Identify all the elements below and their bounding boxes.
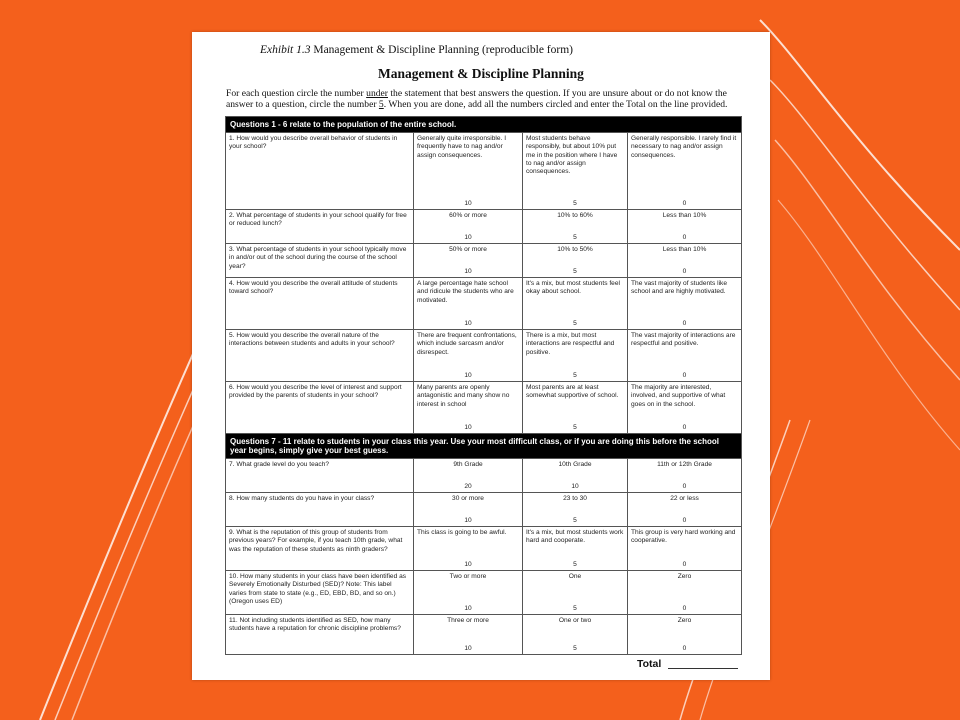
question-text: 10. How many students in your class have been identified as Severely Emotionally Disturbed (SED)? Note: This label varies from state to state (e.g., ED, EBD, BD, and so on.) (Oregon uses ED) [226,571,414,615]
score-value[interactable]: 10 [464,604,472,612]
score-value[interactable]: 10 [464,233,472,241]
answer-option[interactable] [628,244,742,278]
answer-option[interactable] [523,459,628,493]
question-row-4 [226,278,742,330]
score-value[interactable]: 5 [573,644,577,652]
answer-text: A large percentage hate school and ridicule the students who are motivated. [417,280,514,304]
answer-text: This group is very hard working and cooperative. [631,529,736,545]
score-value[interactable]: 10 [464,319,472,327]
answer-text: Zero [677,573,692,580]
answer-text: Three or more [447,617,489,624]
answer-text: Most students behave responsibly, but about 10% put me in the position where I have to nag and/or assign consequences. [526,135,618,176]
answer-text: One or two [558,617,592,624]
total-line-field[interactable] [668,668,738,669]
question-row-1 [226,133,742,210]
answer-option[interactable] [414,527,523,571]
score-value[interactable]: 5 [573,560,577,568]
score-value[interactable]: 10 [464,560,472,568]
score-value[interactable]: 0 [682,423,687,431]
answer-text: Most parents are at least somewhat supportive of school. [526,384,619,400]
answer-option[interactable] [523,330,628,382]
answer-option[interactable] [628,493,742,527]
answer-text: There are frequent confrontations, which include sarcasm and/or disrespect. [417,332,517,356]
answer-text: The vast majority of students like school and are highly motivated. [631,280,728,296]
score-value[interactable]: 0 [682,516,687,524]
score-value[interactable]: 0 [682,267,687,275]
score-value[interactable]: 10 [464,371,472,379]
answer-option[interactable] [414,615,523,655]
score-value[interactable]: 5 [573,516,577,524]
score-value[interactable]: 0 [682,371,687,379]
answer-text: 9th Grade [453,461,483,468]
answer-option[interactable] [523,210,628,244]
score-value[interactable]: 5 [573,319,577,327]
answer-text: Generally responsible. I rarely find it necessary to nag and/or assign consequences. [631,135,737,159]
score-value[interactable]: 10 [571,482,579,490]
answer-option[interactable] [628,382,742,434]
answer-option[interactable] [628,527,742,571]
score-value[interactable]: 0 [682,199,687,207]
score-value[interactable]: 10 [464,199,472,207]
question-row-2 [226,210,742,244]
score-value[interactable]: 0 [682,319,687,327]
answer-option[interactable] [523,615,628,655]
question-text: 4. How would you describe the overall attitude of students toward school? [226,278,414,330]
answer-option[interactable] [523,382,628,434]
score-value[interactable]: 5 [573,267,577,275]
answer-option[interactable] [414,278,523,330]
answer-option[interactable] [523,493,628,527]
answer-text: 11th or 12th Grade [657,461,712,468]
score-value[interactable]: 10 [464,267,472,275]
answer-option[interactable] [523,244,628,278]
question-text: 2. What percentage of students in your school qualify for free or reduced lunch? [226,210,414,244]
score-value[interactable]: 10 [464,516,472,524]
question-text: 8. How many students do you have in your class? [226,493,414,527]
exhibit-label: Exhibit 1.3 [260,44,311,56]
score-value[interactable]: 10 [464,423,472,431]
question-row-10 [226,571,742,615]
question-row-7 [226,459,742,493]
answer-option[interactable] [414,330,523,382]
instructions-text-1: For each question circle the number [226,88,367,99]
answer-option[interactable] [414,459,523,493]
answer-text: 60% or more [449,212,487,219]
answer-option[interactable] [414,382,523,434]
answer-option[interactable] [523,278,628,330]
score-value[interactable]: 5 [573,423,577,431]
answer-text: 22 or less [670,495,699,502]
answer-option[interactable] [628,615,742,655]
score-value[interactable]: 0 [682,604,687,612]
instructions-text-3: . When you are done, add all the numbers circled and enter the Total on the line provided. [383,99,728,110]
answer-option[interactable] [628,210,742,244]
answer-option[interactable] [628,330,742,382]
answer-text: Zero [677,617,692,624]
answer-text: One [568,573,582,580]
answer-option[interactable] [628,571,742,615]
section-header-text: Questions 1 - 6 relate to the population of the entire school. [226,117,742,133]
answer-text: It's a mix, but most students work hard and cooperate. [526,529,624,545]
answer-option[interactable] [414,133,523,210]
answer-text: There is a mix, but most interactions are respectful and positive. [526,332,615,356]
score-value[interactable]: 5 [573,371,577,379]
answer-option[interactable] [414,210,523,244]
section-header-class [226,434,742,459]
answer-text: Less than 10% [662,246,707,253]
questionnaire-table [225,116,742,655]
answer-text: 23 to 30 [563,495,587,502]
instructions-text-2: the statement that best answers the question. If you are unsure about or do not know the answer to a question, circle the number [226,88,727,110]
answer-option[interactable] [414,571,523,615]
answer-text: 30 or more [452,495,484,502]
answer-option[interactable] [523,527,628,571]
question-text: 5. How would you describe the overall nature of the interactions between students and adults in your school? [226,330,414,382]
answer-text: 10th Grade [558,461,592,468]
total-label: Total [637,658,662,670]
answer-text: 10% to 50% [557,246,593,253]
worksheet-page [192,32,770,680]
exhibit-text: Management & Discipline Planning (reproducible form) [313,44,573,56]
document-title: Management & Discipline Planning [378,66,584,81]
score-value[interactable]: 10 [464,644,472,652]
score-value[interactable]: 0 [682,482,687,490]
answer-text: It's a mix, but most students feel okay about school. [526,280,620,296]
answer-option[interactable] [523,133,628,210]
answer-text: 10% to 60% [557,212,593,219]
answer-option[interactable] [628,459,742,493]
answer-option[interactable] [414,244,523,278]
question-text: 9. What is the reputation of this group of students from previous years? For example, if you teach 10th grade, what was the reputation of these students as ninth graders? [226,527,414,571]
answer-text: Two or more [449,573,487,580]
answer-option[interactable] [414,493,523,527]
answer-option[interactable] [628,278,742,330]
answer-text: The majority are interested, involved, and supportive of what goes on in the school. [631,384,726,408]
answer-text: Generally quite irresponsible. I frequently have to nag and/or assign consequences. [417,135,507,159]
answer-text: The vast majority of interactions are respectful and positive. [631,332,736,348]
score-value[interactable]: 0 [682,560,687,568]
score-value[interactable]: 0 [682,644,687,652]
answer-text: This class is going to be awful. [417,529,507,536]
score-value[interactable]: 0 [682,233,687,241]
question-row-11 [226,615,742,655]
instructions [226,88,746,110]
question-row-9 [226,527,742,571]
score-value[interactable]: 5 [573,199,577,207]
answer-option[interactable] [523,571,628,615]
instructions-underlined: under [366,88,388,99]
answer-text: Many parents are openly antagonistic and many show no interest in school [417,384,510,408]
section-header-text: Questions 7 - 11 relate to students in your class this year. Use your most difficult class, or if you are doing this before the school year begins, simply give your best guess. [226,434,742,459]
question-text: 1. How would you describe overall behavior of students in your school? [226,133,414,210]
question-row-6 [226,382,742,434]
score-value[interactable]: 20 [464,482,472,490]
question-row-3 [226,244,742,278]
question-text: 11. Not including students identified as SED, how many students have a reputation for chronic discipline problems? [226,615,414,655]
question-text: 3. What percentage of students in your school typically move in and/or out of the school during the course of the school year? [226,244,414,278]
score-value[interactable]: 5 [573,233,577,241]
answer-text: Less than 10% [662,212,707,219]
instructions-number: 5 [378,99,384,110]
score-value[interactable]: 5 [573,604,577,612]
question-row-8 [226,493,742,527]
question-text: 6. How would you describe the level of interest and support provided by the parents of students in your school? [226,382,414,434]
answer-text: 50% or more [449,246,487,253]
exhibit-caption [260,44,573,56]
section-header-school [226,117,742,133]
question-text: 7. What grade level do you teach? [226,459,414,493]
question-row-5 [226,330,742,382]
answer-option[interactable] [628,133,742,210]
